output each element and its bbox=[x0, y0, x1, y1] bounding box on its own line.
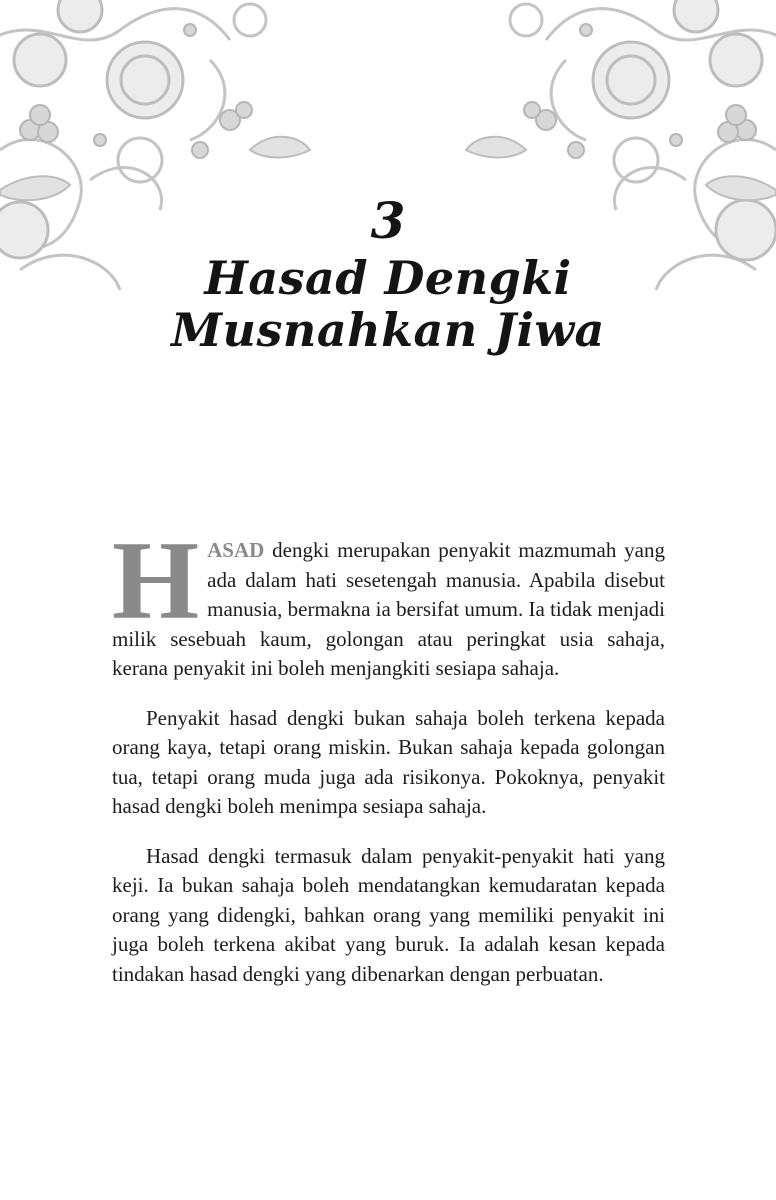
paragraph-1 bbox=[112, 519, 665, 684]
chapter-number: 3 bbox=[370, 191, 406, 250]
paragraph-1-text: dengki merupakan penyakit mazmumah yang ada dalam hati sesetengah manusia. Apabila disebut manusia, bermakna ia bersifat umum. Ia tidak menjadi milik sesebuah kaum, golongan atau peringkat usia sahaja, kerana penyakit ini boleh menjangkiti sesiapa sahaja. bbox=[112, 538, 665, 680]
chapter-title-line-2: Musnahkan Jiwa bbox=[171, 303, 605, 357]
chapter-body bbox=[112, 519, 665, 1009]
paragraph-3: Hasad dengki termasuk dalam penyakit-penyakit hati yang keji. Ia bukan sahaja boleh mendatangkan kemudaratan kepada orang yang didengki, bahkan orang yang memiliki penyakit ini juga boleh terkena akibat yang buruk. Ia adalah kesan kepada tindakan hasad dengki yang dibenarkan dengan perbuatan. bbox=[112, 843, 665, 986]
chapter-title-line-1: Hasad Dengki bbox=[204, 251, 572, 305]
lead-word: ASAD bbox=[207, 538, 265, 562]
chapter-heading bbox=[0, 190, 776, 356]
paragraph-2: Penyakit hasad dengki bukan sahaja boleh terkena kepada orang kaya, tetapi orang miskin. Bukan sahaja kepada golongan tua, tetapi orang muda juga ada risikonya. Pokoknya, penyakit hasad dengki boleh menimpa sesiapa sahaja. bbox=[112, 705, 665, 818]
drop-cap: H bbox=[112, 519, 200, 643]
